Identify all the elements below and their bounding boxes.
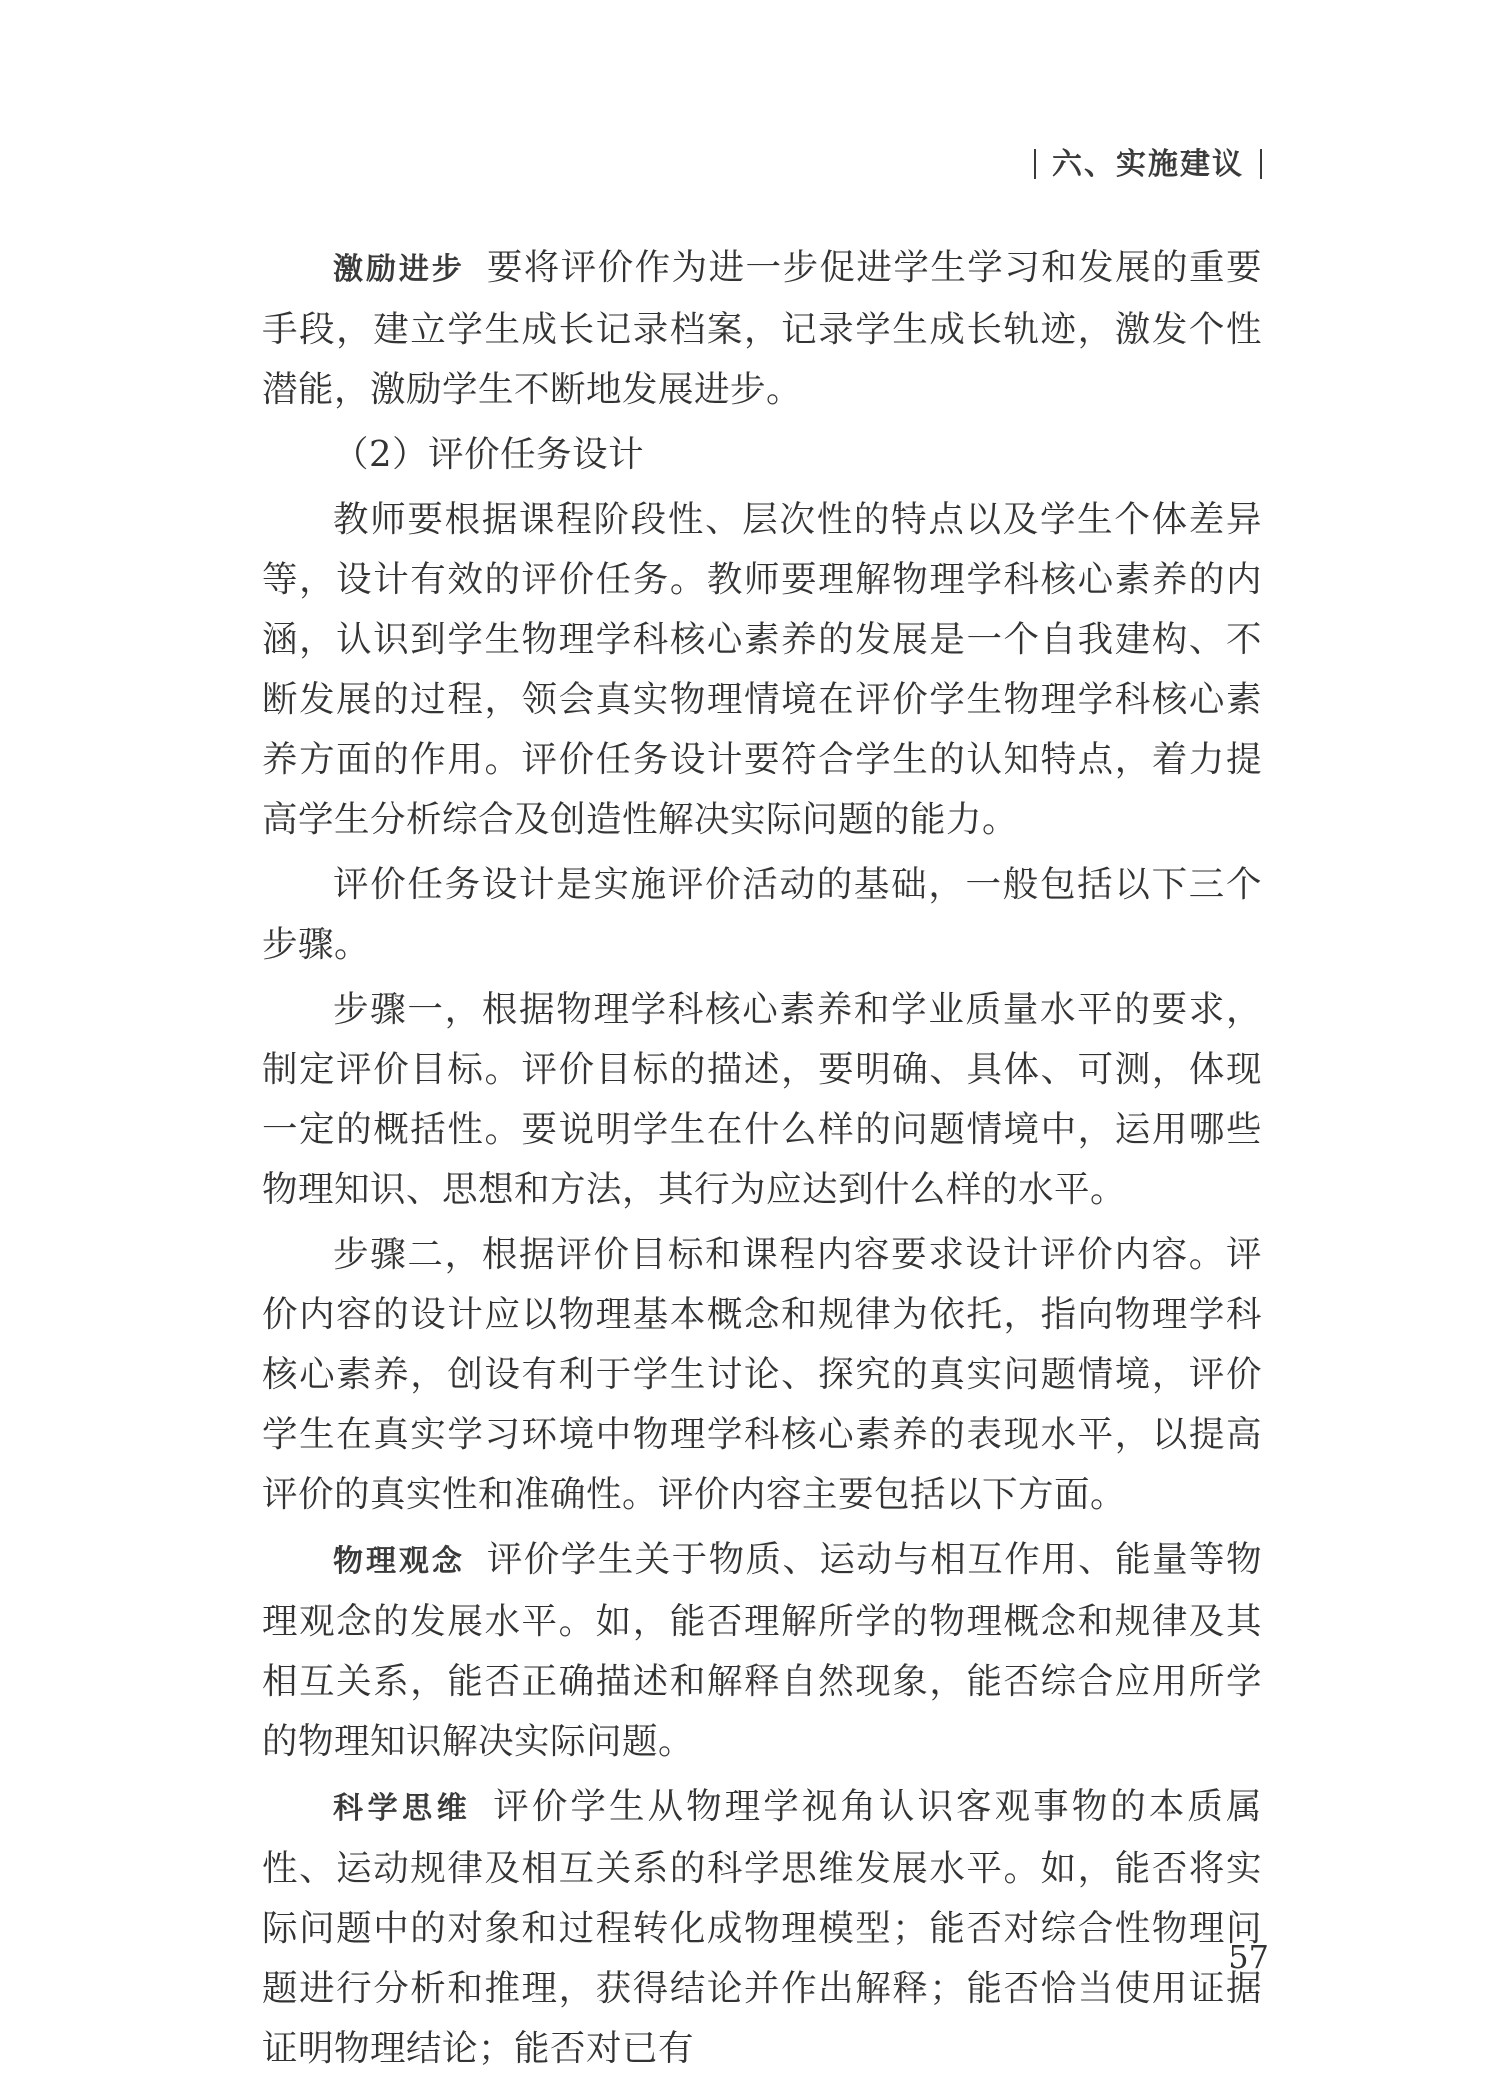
paragraph: 步骤二，根据评价目标和课程内容要求设计评价内容。评价内容的设计应以物理基本概念和规律为依托，指向物理学科核心素养，创设有利于学生讨论、探究的真实问题情境，评价学生在真实学习环境中物理学科核心素养的表现水平，以提高评价的真实性和准确性。评价内容主要包括以下方面。	[262, 1234, 1262, 1515]
paragraph-lead-term: 科学思维	[333, 1791, 472, 1826]
header-section-title: 六、实施建议	[1052, 147, 1244, 182]
body-text	[262, 238, 1262, 2084]
paragraph-text: 要将评价作为进一步促进学生学习和发展的重要手段，建立学生成长记录档案，记录学生成长轨迹，激发个性潜能，激励学生不断地发展进步。	[262, 247, 1262, 410]
header-divider-right	[1260, 149, 1262, 179]
paragraph	[262, 1530, 1262, 1772]
paragraph-text: 评价学生从物理学视角认识客观事物的本质属性、运动规律及相互关系的科学思维发展水平。如，能否将实际问题中的对象和过程转化成物理模型；能否对综合性物理问题进行分析和推理，获得结论并作出解释；能否恰当使用证据证明物理结论；能否对已有	[262, 1786, 1262, 2069]
paragraph-lead-term: 激励进步	[333, 252, 465, 287]
page-number: 57	[1228, 1938, 1269, 1976]
paragraph: 步骤一，根据物理学科核心素养和学业质量水平的要求，制定评价目标。评价目标的描述，要明确、具体、可测，体现一定的概括性。要说明学生在什么样的问题情境中，运用哪些物理知识、思想和方法，其行为应达到什么样的水平。	[262, 989, 1262, 1210]
running-header	[1018, 139, 1278, 183]
header-divider-left	[1034, 149, 1036, 179]
paragraph-text: 评价学生关于物质、运动与相互作用、能量等物理观念的发展水平。如，能否理解所学的物理概念和规律及其相互关系，能否正确描述和解释自然现象，能否综合应用所学的物理知识解决实际问题。	[262, 1539, 1262, 1762]
paragraph-lead-term: 物理观念	[333, 1544, 465, 1579]
paragraph: 评价任务设计是实施评价活动的基础，一般包括以下三个步骤。	[262, 864, 1262, 965]
paragraph	[262, 1777, 1262, 2079]
section-subheading: （2）评价任务设计	[333, 434, 645, 475]
paragraph: 教师要根据课程阶段性、层次性的特点以及学生个体差异等，设计有效的评价任务。教师要理解物理学科核心素养的内涵，认识到学生物理学科核心素养的发展是一个自我建构、不断发展的过程，领会真实物理情境在评价学生物理学科核心素养方面的作用。评价任务设计要符合学生的认知特点，着力提高学生分析综合及创造性解决实际问题的能力。	[262, 499, 1262, 840]
paragraph	[262, 238, 1262, 420]
